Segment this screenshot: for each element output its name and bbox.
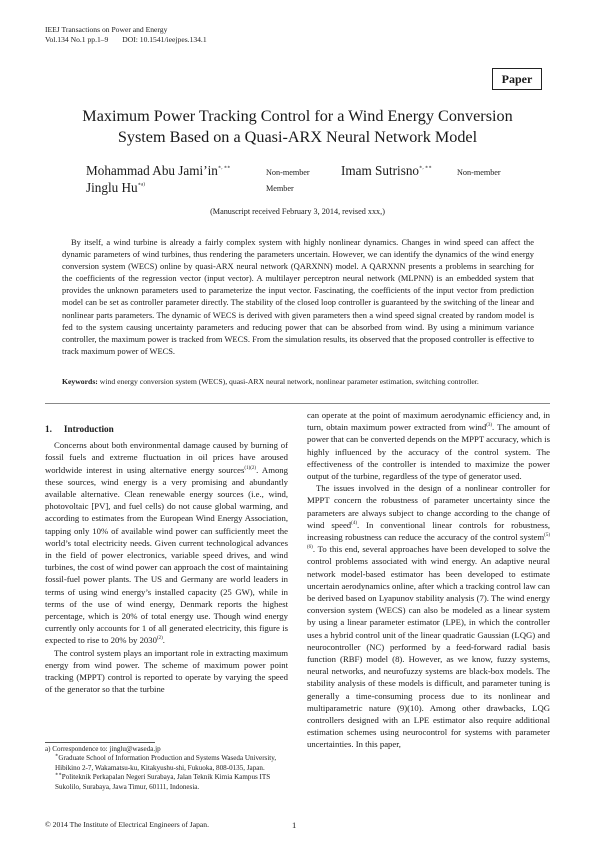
left-column: [45, 423, 288, 695]
author-2-status: Non-member: [457, 168, 501, 177]
footnote-rule: [45, 742, 155, 743]
keywords-text: wind energy conversion system (WECS), quasi-ARX neural network, nonlinear parameter estimation, switching controller.: [99, 377, 479, 386]
author-name: Jinglu Hu: [86, 180, 138, 195]
footnote: a) Correspondence to: jinglu@waseda.jp: [45, 745, 161, 753]
author-affil-mark: ∗, ∗∗: [419, 165, 432, 171]
footnote: ∗Graduate School of Information Production and Systems Waseda University, Hibikino 2-7, Wakamatsu-ku, Kitakyushu-shi, Fukuoka, 808-0135, Japan.: [55, 754, 277, 772]
author-1-status: Non-member: [266, 168, 310, 177]
journal-name: IEEJ Transactions on Power and Energy: [45, 25, 168, 34]
section-heading: [45, 423, 288, 435]
footnote: ∗∗Politeknik Perkapalan Negeri Surabaya, Jalan Teknik Kimia Kampus ITS Sukolilo, Surabaya, Jawa Timur, 60111, Indonesia.: [55, 772, 271, 791]
author-1: [86, 162, 231, 180]
author-name: Imam Sutrisno: [341, 163, 420, 178]
author-3: [86, 179, 145, 197]
section-divider: [45, 403, 550, 404]
paragraph: The issues involved in the design of a nonlinear controller for MPPT concern the robustness of parameter uncertainty since the parameters are always subject to change according to the change of wind speed$^{(4)}$. In conventional linear controls for robustness, increasing robustness can reduce the accuracy of the control system$^{(5)(6)}$. To this end, several approaches have been developed to solve the control problems associated with wind energy. An adaptive neural network model-based estimator has been developed to estimate uncertain aerodynamics online, after which a tracking control law can be derived based on Lyapunov stability analysis (7). The wind energy conversion system (WECS) can also be modeled as a linear system by using a linear parameter estimator (LPE), in which the controller uses a hybrid control unit of the linear quadratic Gaussian (LQG) and neurocontroller (NC) performed by a feed-forward radial basis function (RBF) model (8). However, as we know, fuzzy systems, neural networks, and neurofuzzy systems are black-box models. The stability analysis of these models is difficult, and parameter tuning is generally a time-consuming process due to its nonlinear and multiparametric nature (9)(10). Among other drawbacks, LQG controllers designed with an LPE estimator also require additional estimation schemes using neurocontrol for systems with parameter uncertainties. In this paper,: [307, 483, 550, 750]
paragraph: Concerns about both environmental damage caused by burning of fossil fuels and extreme fluctuation in oil prices have aroused worldwide interest in using alternative energy sources$^{(1)(2)}$. Among these sources, wind energy is a very promising and abundantly available alternative. Clean renewable energy sources (i.e., wind, photovoltaic [PV], and fuel cells) do not cause global warming, and according to estimates from the European Wind Energy Association, tapping only 10% of available wind power can sufficiently meet the world’s total electricity needs. Given current technological advances in the field of power electronics, variable speed drives, and wind turbines, the cost of wind power can approach the cost of maintaining fossil-fuel power plants. The US and Germany are world leaders in terms of using wind energy’s installed capacity (25 GW), while in terms of the use of wind energy, Denmark reports the highest percentage, which is 20% of total energy use. Though wind energy currently only accounts for 1 of all generated electricity, this figure is expected to rise to 20% by 2030$^{(2)}$.: [45, 440, 288, 646]
journal-volume: Vol.134 No.1 pp.1–9: [45, 35, 109, 44]
author-2: [341, 162, 432, 180]
keywords: [62, 377, 534, 387]
title-line-2: System Based on a Quasi-ARX Neural Network Model: [117, 128, 478, 146]
author-name: Mohammad Abu Jami’in: [86, 163, 218, 178]
keywords-label: Keywords:: [62, 377, 98, 386]
section-title: Introduction: [63, 424, 114, 434]
journal-doi: DOI: 10.1541/ieejpes.134.1: [122, 35, 207, 44]
page-number: 1: [292, 820, 297, 830]
abstract: By itself, a wind turbine is already a fairly complex system with highly nonlinear dynamics. Changes in wind speed can affect the dynamic parameters of wind turbines, thus rendering the parameters uncertain. However, we can identify the dynamics of the wind energy conversion system (WECS) online by quasi-ARX neural network (QARXNN) model. A QARXNN presents a problems in searching for the coefficients of the regression vector (input vector). A multilayer perceptron neural network (MLPNN) is an embedded system that provides the unknown parameters used to parameterize the input vector. Fascinating, the coefficients of the input vector from prediction model can be set as controller parameter directly. The stability of the closed loop controller is guaranteed by the switching of the linear and nonlinear parts parameters. The dynamic of WECS is derived with given parameters then a wind speed signal created by random model is fed to the system causing uncertainty parameters and reducing power that can be absorbed from wind. By using a minimum variance controller, the maximum power is tracked from WECS. From the simulation results, its observed that the proposed controller is effective to track maximum power of WECS.: [62, 237, 534, 356]
footnotes: [45, 745, 295, 792]
author-affil-mark: ∗, ∗∗: [217, 165, 231, 171]
author-affil-mark: ∗a): [137, 182, 145, 188]
paragraph: The control system plays an important role in extracting maximum energy from wind power. The scheme of maximum power point tracking (MPPT) control is reported to operate by varying the speed of the generator so that the turbine: [45, 647, 288, 695]
paper-title: [45, 106, 550, 148]
paper-type-label: Paper: [492, 68, 542, 90]
author-3-status: Member: [266, 184, 294, 193]
manuscript-received: (Manuscript received February 3, 2014, revised xxx,): [210, 207, 385, 216]
paragraph: can operate at the point of maximum aerodynamic efficiency and, in turn, obtain maximum power extracted from wind$^{(3)}$. The amount of power that can be converted depends on the MPPT accuracy, which is highly influenced by the accuracy of the control system. The effectiveness of the controller is intended to maximize the power output of the turbine, regardless of the type of generator used.: [307, 410, 550, 482]
journal-header: [45, 25, 207, 45]
journal-volume-line: [45, 35, 207, 45]
section-number: 1.: [45, 424, 52, 434]
title-line-1: Maximum Power Tracking Control for a Wind Energy Conversion: [82, 107, 513, 125]
right-column: [307, 409, 550, 751]
copyright: © 2014 The Institute of Electrical Engineers of Japan.: [45, 820, 209, 829]
